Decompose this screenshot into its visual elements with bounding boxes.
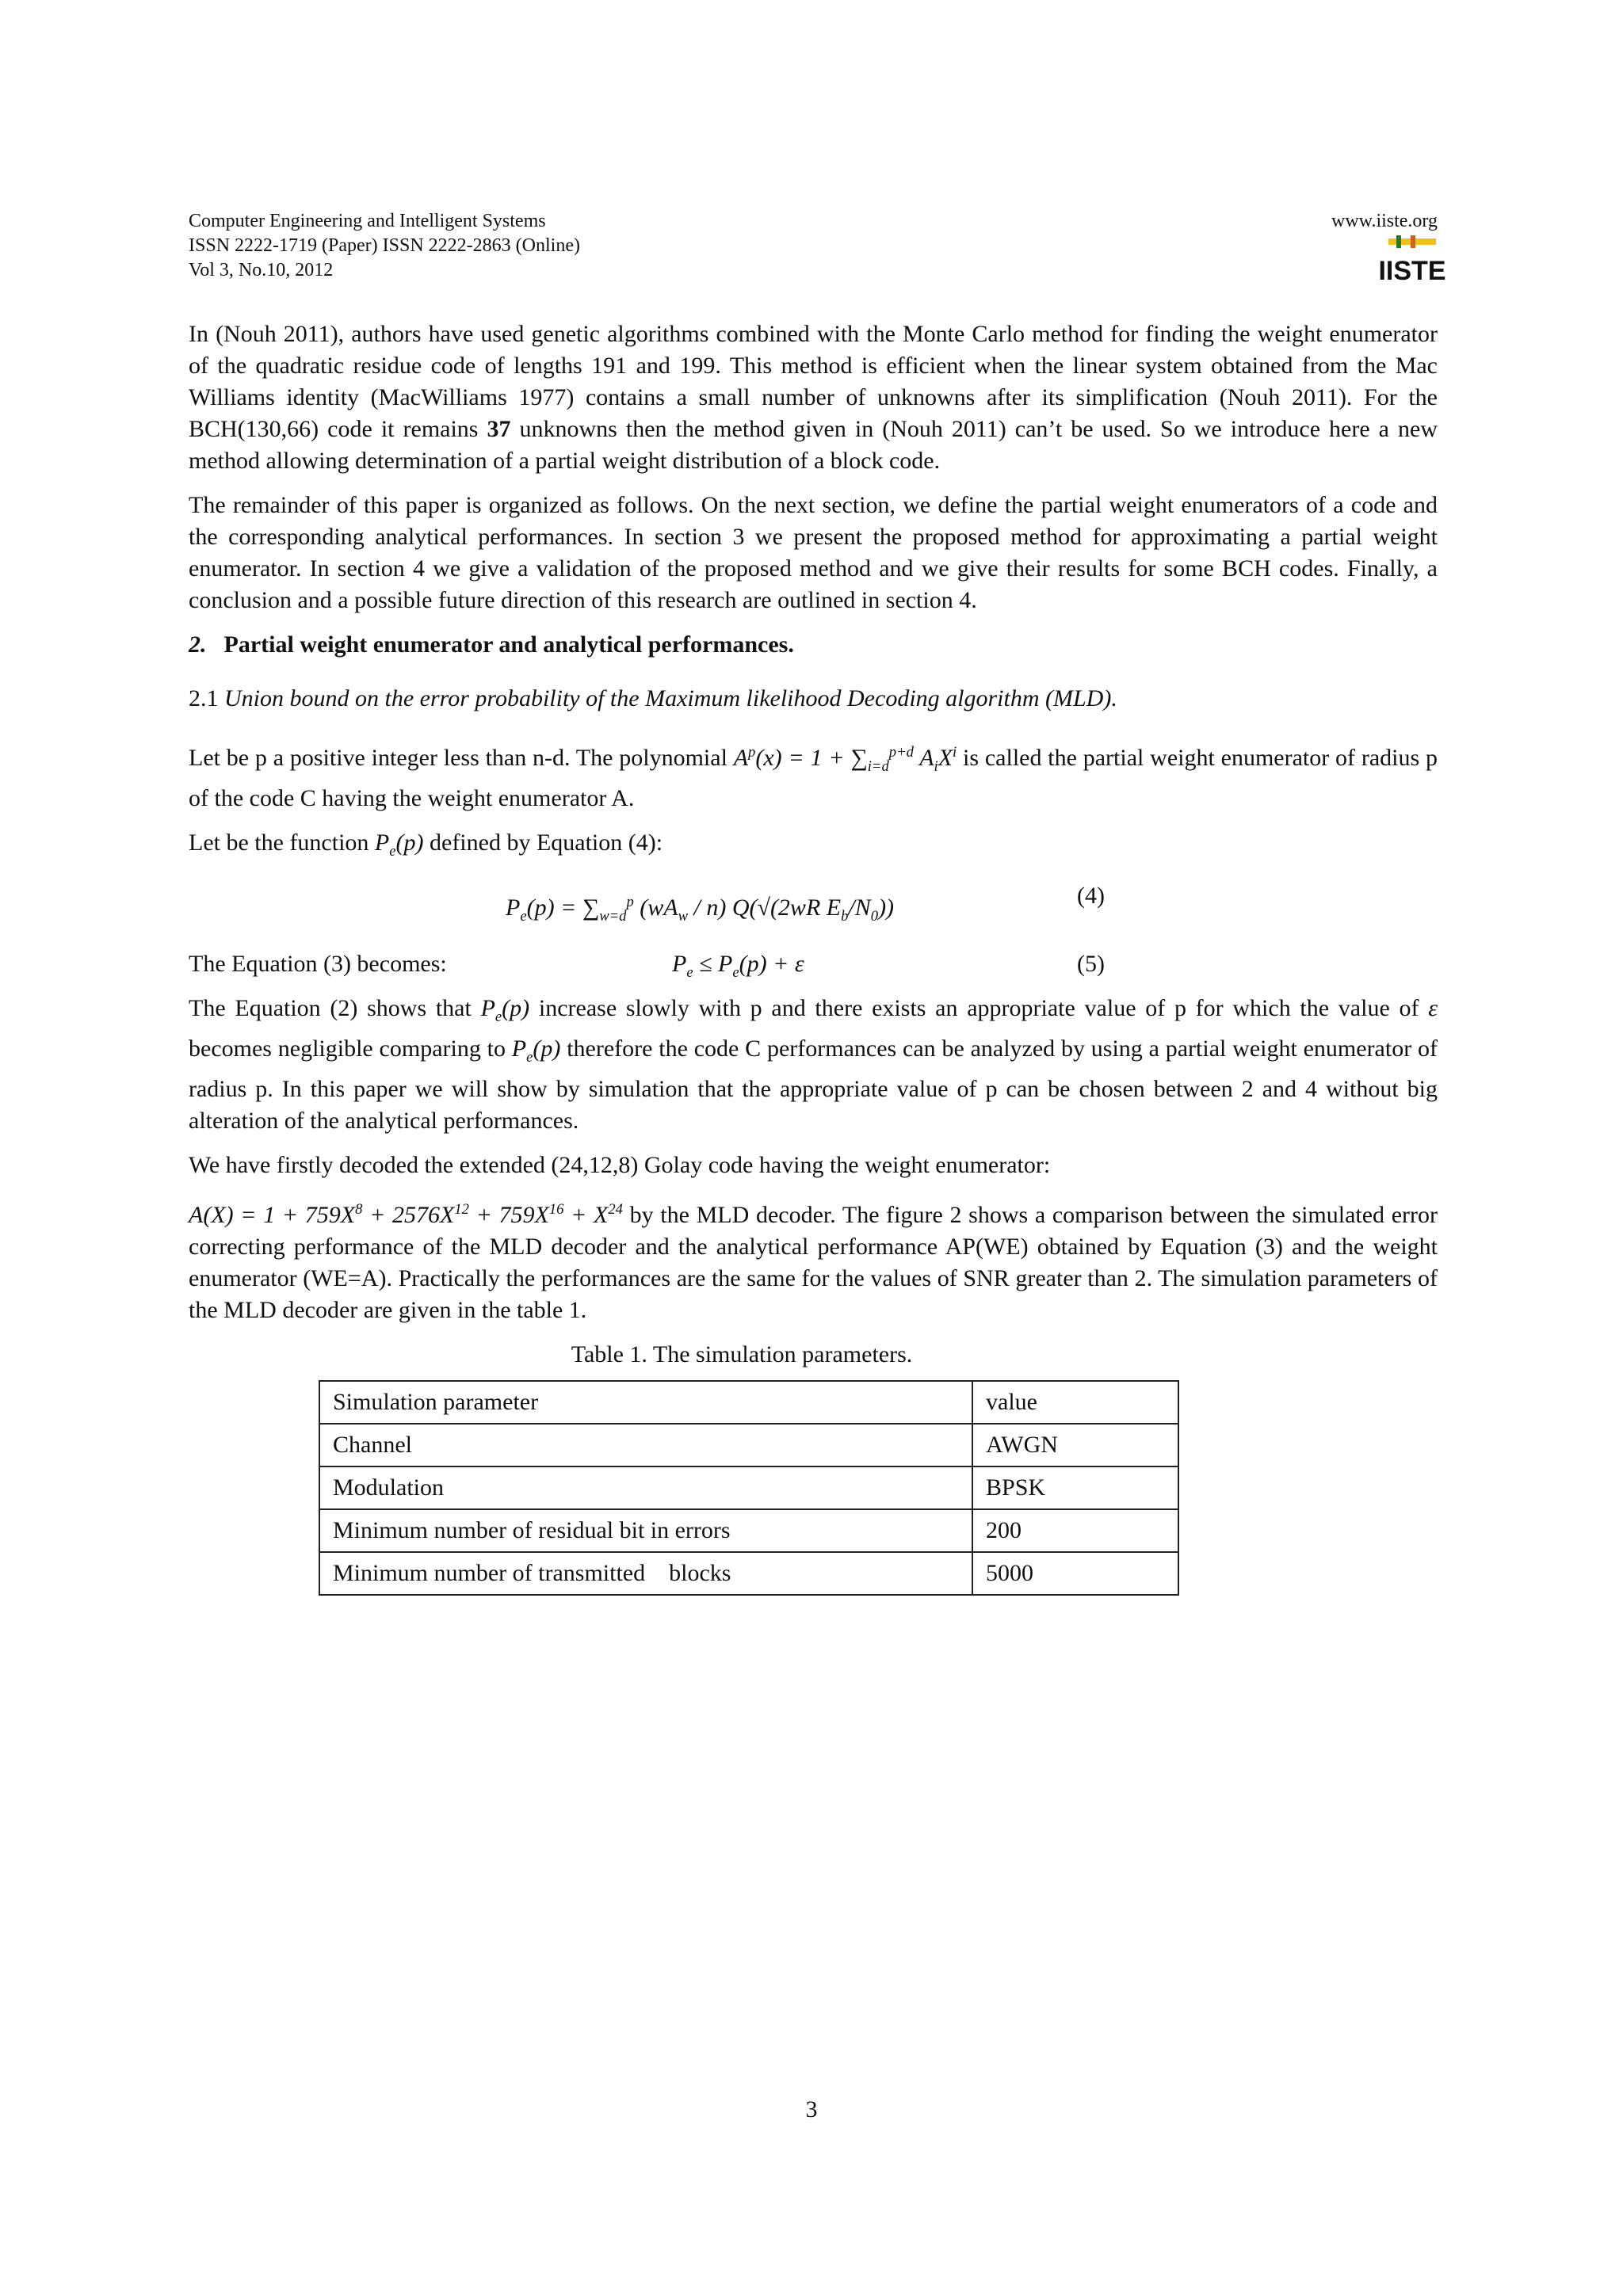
issn-line: ISSN 2222-1719 (Paper) ISSN 2222-2863 (Online) bbox=[189, 235, 580, 256]
paragraph-golay-intro: We have firstly decoded the extended (24,12,8) Golay code having the weight enumerator: bbox=[189, 1152, 1051, 1178]
paragraph-organization: The remainder of this paper is organized as follows. On the next section, we define the partial weight enumerators of a code and the corresponding analytical performances. In section 3 we present the proposed method for approximating a partial weight enumerator. In section 4 we give a validation of the proposed method and we give their results for some BCH codes. Finally, a conclusion and a possible future direction of this research are outlined in section 4. bbox=[189, 492, 1438, 613]
page-body bbox=[189, 318, 1438, 1596]
iiste-logo bbox=[1378, 235, 1446, 286]
equation-5-formula: $P_e \le P_e(p) + \varepsilon$ bbox=[672, 951, 804, 981]
golay-weight-enumerator: $A(X) = 1 + 759X^8 + 2576X^{12} + 759X^{16} + X^{24}$ bbox=[189, 1201, 623, 1228]
table-cell: AWGN bbox=[972, 1424, 1178, 1466]
table-row bbox=[319, 1509, 1178, 1552]
equation-3-label: The Equation (3) becomes: bbox=[189, 951, 447, 977]
paragraph-function: Let be the function $P_e(p)$ defined by Equation (4): bbox=[189, 830, 663, 860]
equation-4 bbox=[189, 880, 1438, 942]
pe-function-symbol: $P_e(p)$ bbox=[374, 830, 424, 860]
volume-line: Vol 3, No.10, 2012 bbox=[189, 260, 334, 280]
equation-5 bbox=[189, 948, 1438, 986]
svg-text:IISTE: IISTE bbox=[1378, 256, 1446, 286]
table-header-row bbox=[319, 1381, 1178, 1424]
journal-name: Computer Engineering and Intelligent Systems bbox=[189, 211, 546, 231]
subsection-heading: 2.1 Union bound on the error probability of the Maximum likelihood Decoding algorithm (MLD). bbox=[189, 685, 1117, 711]
table-cell: Minimum number of residual bit in errors bbox=[319, 1509, 972, 1552]
table-cell: Modulation bbox=[319, 1466, 972, 1509]
table-cell: 5000 bbox=[972, 1552, 1178, 1595]
page-header bbox=[189, 209, 1446, 286]
equation-4-formula: $P_e(p) = \sum_{w=d}^p$ $(wA_w / n)$ Q(√(2wR $E_b/N_0$)) bbox=[506, 894, 895, 925]
website-link[interactable]: www.iiste.org bbox=[1331, 211, 1438, 231]
table-header-cell: value bbox=[972, 1381, 1178, 1424]
section-heading: 2. Partial weight enumerator and analytical performances. bbox=[189, 631, 794, 658]
table-row bbox=[319, 1552, 1178, 1595]
page-number: 3 bbox=[805, 2096, 818, 2122]
partial-enumerator-formula: $A^p(x) = 1 + \sum_{i=d}^{p+d}$ $A_iX^i$ bbox=[733, 744, 957, 775]
table-caption: Table 1. The simulation parameters. bbox=[571, 1341, 913, 1367]
equation-5-number: (5) bbox=[1077, 951, 1105, 977]
simulation-parameters-table bbox=[319, 1380, 1179, 1596]
table-cell: BPSK bbox=[972, 1466, 1178, 1509]
paragraph-golay: $A(X) = 1 + 759X^8 + 2576X^{12} + 759X^{16} + X^{24}$ by the MLD decoder. The figure 2 shows a comparison between the simulated error correcting performance of the MLD decoder and the analytical performance AP(WE) obtained by Equation (3) and the weight enumerator (WE=A). Practically the performances are the same for the values of SNR greater than 2. The simulation parameters of the MLD decoder are given in the table 1. bbox=[189, 1201, 1438, 1323]
table-row bbox=[319, 1466, 1178, 1509]
table-cell: Minimum number of transmitted blocks bbox=[319, 1552, 972, 1595]
table-cell: Channel bbox=[319, 1424, 972, 1466]
paragraph-analysis: The Equation (2) shows that $P_e(p)$ increase slowly with p and there exists an appropriate value of p for which the value of ε becomes negligible comparing to $P_e(p)$ therefore the code C performances can be analyzed by using a partial weight enumerator of radius p. In this paper we will show by simulation that the appropriate value of p can be chosen between 2 and 4 without big alteration of the analytical performances. bbox=[189, 995, 1438, 1134]
table-cell: 200 bbox=[972, 1509, 1178, 1552]
paragraph-polynomial: Let be p a positive integer less than n-d. The polynomial $A^p(x) = 1 + \sum_{i=d}^{p+d}$ $A_iX^i$ is called the partial weight enumerator of radius p of the code C having the weight enumerator A. bbox=[189, 744, 1438, 811]
table-header-cell: Simulation parameter bbox=[319, 1381, 972, 1424]
paragraph-intro: In (Nouh 2011), authors have used genetic algorithms combined with the Monte Carlo method for finding the weight enumerator of the quadratic residue code of lengths 191 and 199. This method is efficient when the linear system obtained from the Mac Williams identity (MacWilliams 1977) contains a small number of unknowns after its simplification (Nouh 2011). For the BCH(130,66) code it remains 37 unknowns then the method given in (Nouh 2011) can’t be used. So we introduce here a new method allowing determination of a partial weight distribution of a block code. bbox=[189, 321, 1438, 474]
table-row bbox=[319, 1424, 1178, 1466]
equation-4-number: (4) bbox=[1077, 883, 1105, 909]
